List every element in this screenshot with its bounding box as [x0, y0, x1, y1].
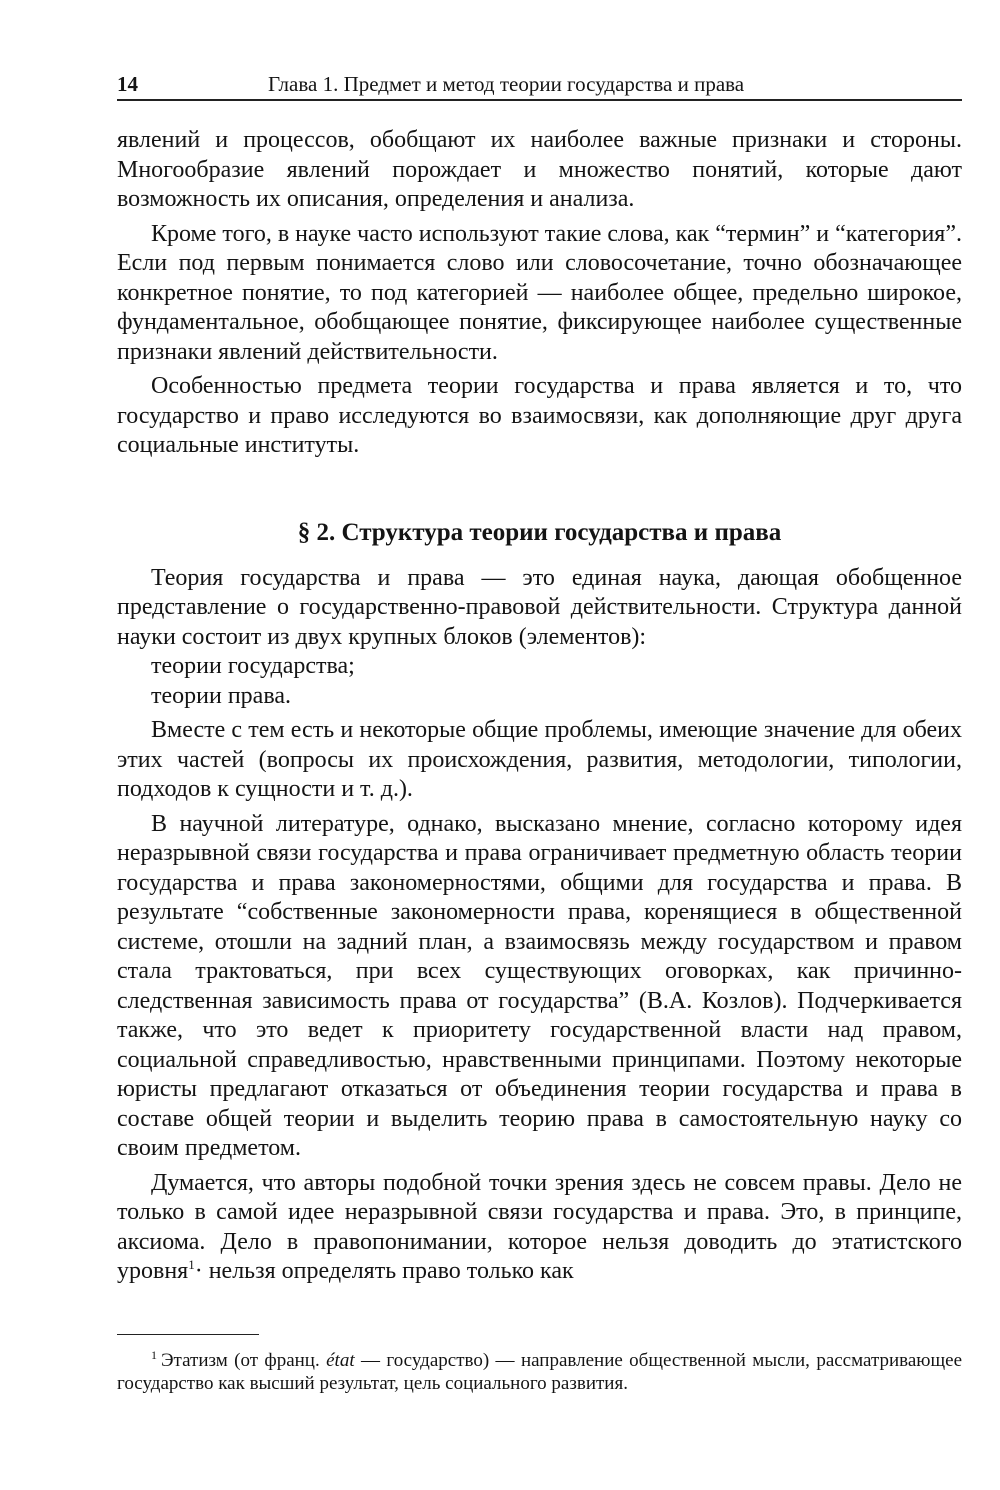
footnote	[117, 1349, 962, 1395]
list-item: теории права.	[151, 682, 291, 709]
paragraph: явлений и процессов, обобщают их наиболее важные признаки и стороны. Многообразие явлений порождает и множество понятий, которые дают возможность их описания, определения и анализа.	[117, 127, 962, 212]
list-item: теории государства;	[151, 653, 355, 679]
footnote-text: Этатизм (от франц.	[161, 1350, 327, 1371]
footnote-number: 1	[151, 1348, 157, 1362]
page-number: 14	[117, 72, 138, 96]
section-heading: § 2. Структура теории государства и права	[297, 518, 782, 546]
footnote-reference: 1	[188, 1257, 195, 1272]
footnote-divider	[117, 1334, 259, 1335]
paragraph: Особенностью предмета теории государства и права является и то, что государство и право исследуются во взаимосвязи, как дополняющие друг друга социальные институты.	[117, 373, 962, 458]
footnote-term: état	[326, 1350, 355, 1371]
paragraph-text: Думается, что авторы подобной точки зрения здесь не совсем правы. Дело не только в самой идее неразрывной связи государства и права. Это, в принципе, аксиома. Дело в правопонимании, которое нельзя доводить до этатистского уровня	[117, 1169, 962, 1284]
page-header	[117, 71, 962, 101]
running-head: Глава 1. Предмет и метод теории государства и права	[268, 72, 745, 96]
paragraph: Вместе с тем есть и некоторые общие проблемы, имеющие значение для обеих этих частей (вопросы их происхождения, развития, методологии, типологии, подходов к сущности и т. д.).	[117, 717, 962, 802]
paragraph-text: · нельзя определять право только как	[194, 1258, 574, 1284]
paragraph: В научной литературе, однако, высказано мнение, согласно которому идея неразрывной связи государства и права ограничивает предметную область теории государства и права закономерностями, общими для государства и права. В результате “собственные закономерности права, коренящиеся в общественной системе, отошли на задний план, а взаимосвязь между государством и правом стала трактоваться, при всех существующих оговорках, как причинно-следственная зависимость права от государства” (В.А. Козлов). Подчеркивается также, что это ведет к приоритету государственной власти над правом, социальной справедливостью, нравственными принципами. Поэтому некоторые юристы предлагают отказаться от объединения теории государства и права в составе общей теории и выделить теорию права в самостоятельную науку со своим предметом.	[117, 810, 962, 1161]
paragraph: Теория государства и права — это единая наука, дающая обобщенное представление о государственно-правовой действительности. Структура данной науки состоит из двух крупных блоков (элементов):	[117, 564, 962, 650]
footnote-text: — государство) — направление общественной мысли, рассматривающее государство как высший результат, цель социального развития.	[117, 1350, 962, 1394]
page-body	[117, 126, 962, 1287]
paragraph	[117, 1169, 962, 1287]
paragraph: Кроме того, в науке часто используют такие слова, как “термин” и “категория”. Если под первым понимается слово или словосочетание, точно обозначающее конкретное понятие, то под категорией — наиболее общее, предельно широкое, фундаментальное, обобщающее понятие, фиксирующее наиболее существенные признаки явлений действительности.	[117, 220, 962, 365]
